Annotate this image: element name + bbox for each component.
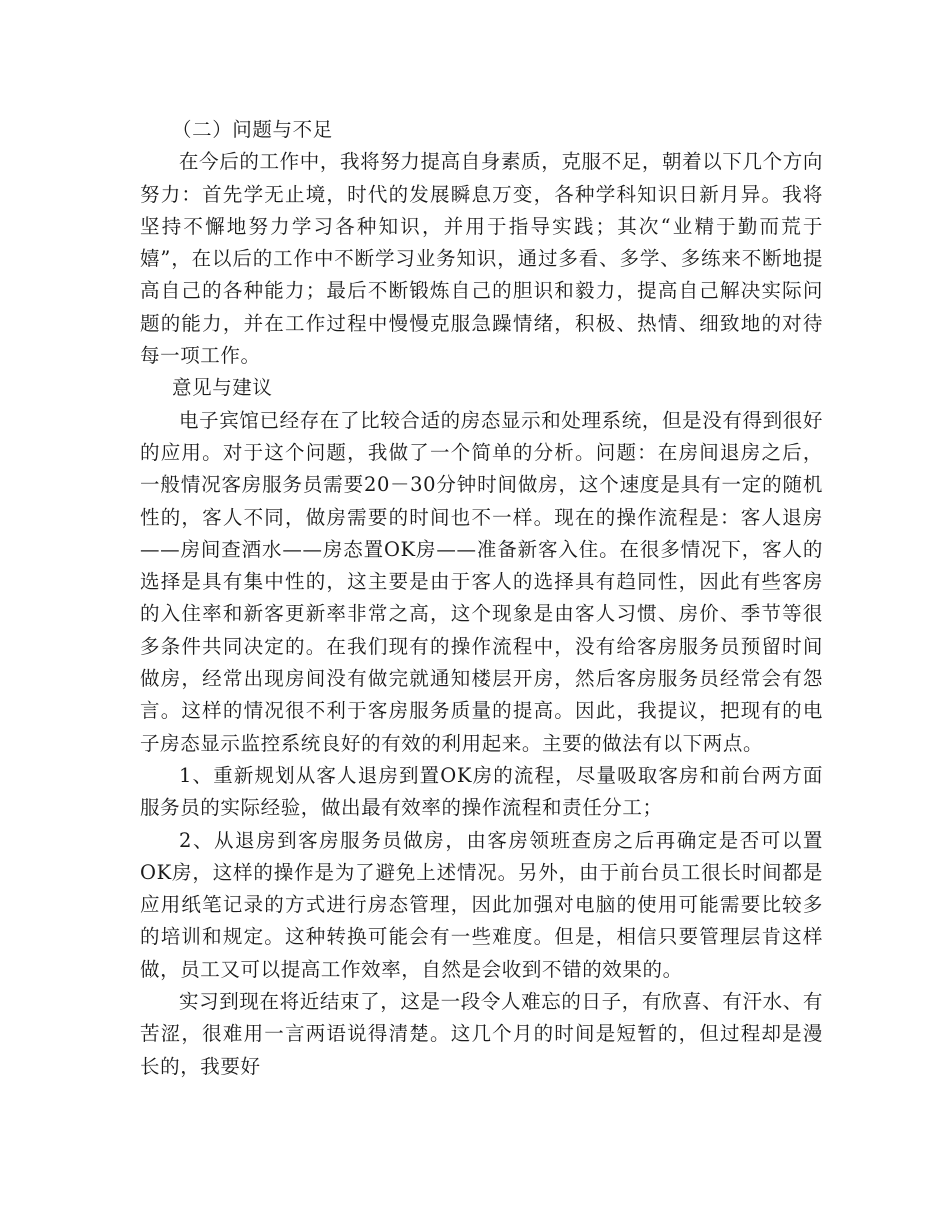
list-item-2: 2、从退房到客房服务员做房，由客房领班查房之后再确定是否可以置OK房，这样的操作是为了避免上述情况。另外，由于前台员工很长时间都是应用纸笔记录的方式进行房态管理，因此加强对电脑的使用可能需要比较多的培训和规定。这种转换可能会有一些难度。但是，相信只要管理层肯这样做，员工又可以提高工作效率，自然是会收到不错的效果的。 [140,828,823,981]
paragraph-improvement: 在今后的工作中，我将努力提高自身素质，克服不足，朝着以下几个方向努力：首先学无止境，时代的发展瞬息万变，各种学科知识日新月异。我将坚持不懈地努力学习各种知识，并用于指导实践；其次“业精于勤而荒于嬉”，在以后的工作中不断学习业务知识，通过多看、多学、多练来不断地提高自己的各种能力；最后不断锻炼自己的胆识和毅力，提高自己解决实际问题的能力，并在工作过程中慢慢克服急躁情绪，积极、热情、细致地的对待每一项工作。 [140,150,823,368]
subsection-heading: 意见与建议 [172,376,273,400]
document-body [140,114,823,1083]
list-item-1: 1、重新规划从客人退房到置OK房的流程，尽量吸取客房和前台两方面服务员的实际经验，做出最有效率的操作流程和责任分工； [140,763,823,820]
paragraph-analysis: 电子宾馆已经存在了比较合适的房态显示和处理系统，但是没有得到很好的应用。对于这个问题，我做了一个简单的分析。问题：在房间退房之后，一般情况客房服务员需要20－30分钟时间做房，这个速度是具有一定的随机性的，客人不同，做房需要的时间也不一样。现在的操作流程是：客人退房——房间查酒水——房态置OK房——准备新客入住。在很多情况下，客人的选择是具有集中性的，这主要是由于客人的选择具有趋同性，因此有些客房的入住率和新客更新率非常之高，这个现象是由客人习惯、房价、季节等很多条件共同决定的。在我们现有的操作流程中，没有给客房服务员预留时间做房，经常出现房间没有做完就通知楼层开房，然后客房服务员经常会有怨言。这样的情况很不利于客房服务质量的提高。因此，我提议，把现有的电子房态显示监控系统良好的有效的利用起来。主要的做法有以下两点。 [140,408,823,755]
section-heading: （二）问题与不足 [172,118,333,141]
paragraph-closing: 实习到现在将近结束了，这是一段令人难忘的日子，有欣喜、有汗水、有苦涩，很难用一言两语说得清楚。这几个月的时间是短暂的，但过程却是漫长的，我要好 [140,990,823,1078]
